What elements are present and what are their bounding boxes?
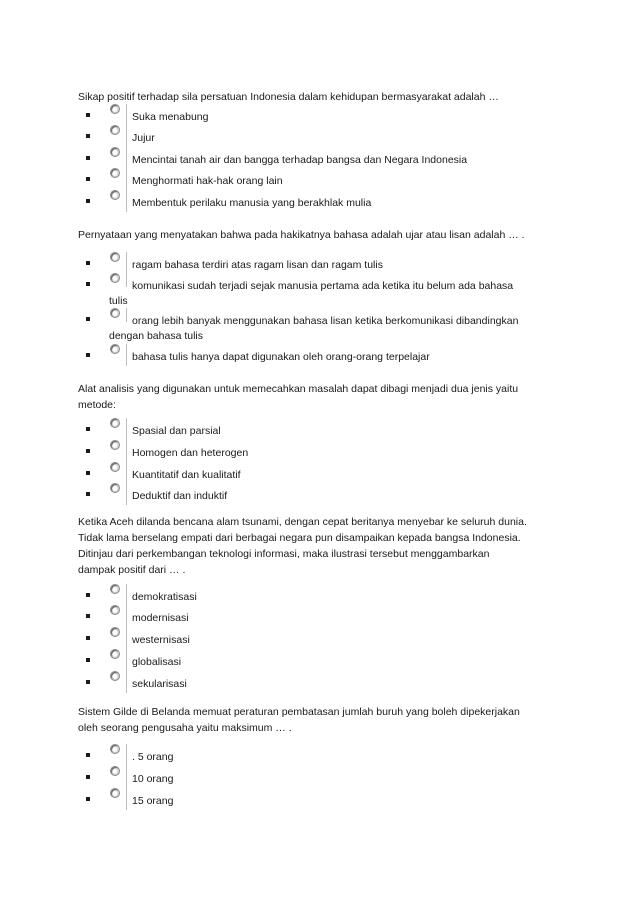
- divider: [126, 627, 127, 649]
- question-5-text: Sistem Gilde di Belanda memuat peraturan pembatasan jumlah buruh yang boleh dipekerjakan oleh seorang pengusaha yaitu maksimum … .: [78, 706, 520, 734]
- radio-button[interactable]: [110, 190, 120, 200]
- option-label: Deduktif dan induktif: [132, 490, 228, 502]
- option-label: Membentuk perilaku manusia yang berakhlak mulia: [132, 197, 372, 209]
- option-label: . 5 orang: [132, 751, 174, 763]
- question-5-option-3[interactable]: [86, 788, 556, 810]
- radio-button[interactable]: [110, 125, 120, 135]
- radio-button[interactable]: [110, 744, 120, 754]
- question-4-option-3[interactable]: [86, 627, 556, 649]
- radio-button[interactable]: [110, 147, 120, 157]
- question-1-text: Sikap positif terhadap sila persatuan Indonesia dalam kehidupan bermasyarakat adalah …: [78, 91, 499, 103]
- divider: [126, 788, 127, 810]
- question-1-option-5[interactable]: [86, 190, 556, 212]
- question-3-text: Alat analisis yang digunakan untuk memecahkan masalah dapat dibagi menjadi dua jenis yaitu metode:: [78, 383, 519, 411]
- option-label-continuation: tulis: [109, 295, 128, 307]
- question-2-option-1[interactable]: [86, 252, 556, 274]
- question-4-option-1[interactable]: [86, 584, 556, 606]
- option-label: modernisasi: [132, 612, 189, 624]
- option-label: globalisasi: [132, 656, 182, 668]
- question-2-option-4[interactable]: [86, 344, 556, 366]
- question-2-option-3[interactable]: [86, 308, 556, 342]
- option-label: Jujur: [132, 132, 155, 144]
- radio-button[interactable]: [110, 584, 120, 594]
- option-label: westernisasi: [132, 634, 190, 646]
- divider: [126, 671, 127, 693]
- question-1-option-3[interactable]: [86, 147, 556, 169]
- question-5-option-2[interactable]: [86, 766, 556, 788]
- divider: [126, 168, 127, 190]
- radio-button[interactable]: [110, 273, 120, 283]
- bullet-icon: [86, 593, 90, 597]
- bullet-icon: [86, 353, 90, 357]
- divider: [126, 104, 127, 126]
- divider: [126, 462, 127, 484]
- radio-button[interactable]: [110, 462, 120, 472]
- bullet-icon: [86, 134, 90, 138]
- question-1-option-1[interactable]: [86, 104, 556, 126]
- option-label: ragam bahasa terdiri atas ragam lisan dan ragam tulis: [132, 259, 383, 271]
- divider: [126, 766, 127, 788]
- question-3-option-4[interactable]: [86, 483, 556, 505]
- radio-button[interactable]: [110, 418, 120, 428]
- bullet-icon: [86, 753, 90, 757]
- option-label: 10 orang: [132, 773, 174, 785]
- radio-button[interactable]: [110, 766, 120, 776]
- radio-button[interactable]: [110, 671, 120, 681]
- question-3-option-1[interactable]: [86, 418, 556, 440]
- bullet-icon: [86, 492, 90, 496]
- radio-button[interactable]: [110, 788, 120, 798]
- option-label: 15 orang: [132, 795, 174, 807]
- question-4-option-2[interactable]: [86, 605, 556, 627]
- question-2-text: Pernyataan yang menyatakan bahwa pada hakikatnya bahasa adalah ujar atau lisan adalah … .: [78, 229, 525, 241]
- bullet-icon: [86, 775, 90, 779]
- bullet-icon: [86, 680, 90, 684]
- divider: [126, 125, 127, 147]
- question-1-option-4[interactable]: [86, 168, 556, 190]
- option-label: Spasial dan parsial: [132, 425, 221, 437]
- divider: [126, 584, 127, 606]
- bullet-icon: [86, 658, 90, 662]
- bullet-icon: [86, 261, 90, 265]
- bullet-icon: [86, 471, 90, 475]
- radio-button[interactable]: [110, 440, 120, 450]
- divider: [126, 744, 127, 766]
- radio-button[interactable]: [110, 252, 120, 262]
- bullet-icon: [86, 614, 90, 618]
- question-3-option-2[interactable]: [86, 440, 556, 462]
- option-label: Suka menabung: [132, 111, 209, 123]
- radio-button[interactable]: [110, 605, 120, 615]
- option-label-continuation: dengan bahasa tulis: [109, 330, 203, 342]
- bullet-icon: [86, 449, 90, 453]
- divider: [126, 190, 127, 212]
- option-label: bahasa tulis hanya dapat digunakan oleh orang-orang terpelajar: [132, 351, 430, 363]
- question-3-option-3[interactable]: [86, 462, 556, 484]
- radio-button[interactable]: [110, 344, 120, 354]
- bullet-icon: [86, 177, 90, 181]
- option-label: Homogen dan heterogen: [132, 447, 249, 459]
- question-1-option-2[interactable]: [86, 125, 556, 147]
- bullet-icon: [86, 282, 90, 286]
- divider: [126, 147, 127, 169]
- option-label: demokratisasi: [132, 591, 197, 603]
- bullet-icon: [86, 636, 90, 640]
- option-label: sekularisasi: [132, 678, 187, 690]
- bullet-icon: [86, 113, 90, 117]
- question-2-option-2[interactable]: [86, 273, 556, 307]
- option-label: Mencintai tanah air dan bangga terhadap bangsa dan Negara Indonesia: [132, 154, 468, 166]
- bullet-icon: [86, 317, 90, 321]
- option-label: Menghormati hak-hak orang lain: [132, 175, 283, 187]
- bullet-icon: [86, 427, 90, 431]
- radio-button[interactable]: [110, 627, 120, 637]
- divider: [126, 344, 127, 366]
- divider: [126, 605, 127, 627]
- question-4-option-5[interactable]: [86, 671, 556, 693]
- option-label: Kuantitatif dan kualitatif: [132, 469, 241, 481]
- option-label: orang lebih banyak menggunakan bahasa lisan ketika berkomunikasi dibandingkan: [132, 315, 519, 327]
- radio-button[interactable]: [110, 168, 120, 178]
- bullet-icon: [86, 156, 90, 160]
- question-5-option-1[interactable]: [86, 744, 556, 766]
- option-label: komunikasi sudah terjadi sejak manusia pertama ada ketika itu belum ada bahasa: [132, 280, 514, 292]
- divider: [126, 440, 127, 462]
- question-4-text: Ketika Aceh dilanda bencana alam tsunami, dengan cepat beritanya menyebar ke seluruh dunia. Tidak lama berselang empati dari berbagai negara pun disampaikan kepada bangsa Indonesia. Ditinjau dari perkembangan teknologi informasi, maka ilustrasi tersebut menggambarkan dampak positif dari … .: [78, 516, 527, 576]
- radio-button[interactable]: [110, 308, 120, 318]
- divider: [126, 308, 127, 322]
- divider: [126, 483, 127, 505]
- radio-button[interactable]: [110, 104, 120, 114]
- divider: [126, 418, 127, 440]
- bullet-icon: [86, 797, 90, 801]
- bullet-icon: [86, 199, 90, 203]
- radio-button[interactable]: [110, 649, 120, 659]
- divider: [126, 273, 127, 287]
- divider: [126, 252, 127, 274]
- question-4-option-4[interactable]: [86, 649, 556, 671]
- radio-button[interactable]: [110, 483, 120, 493]
- divider: [126, 649, 127, 671]
